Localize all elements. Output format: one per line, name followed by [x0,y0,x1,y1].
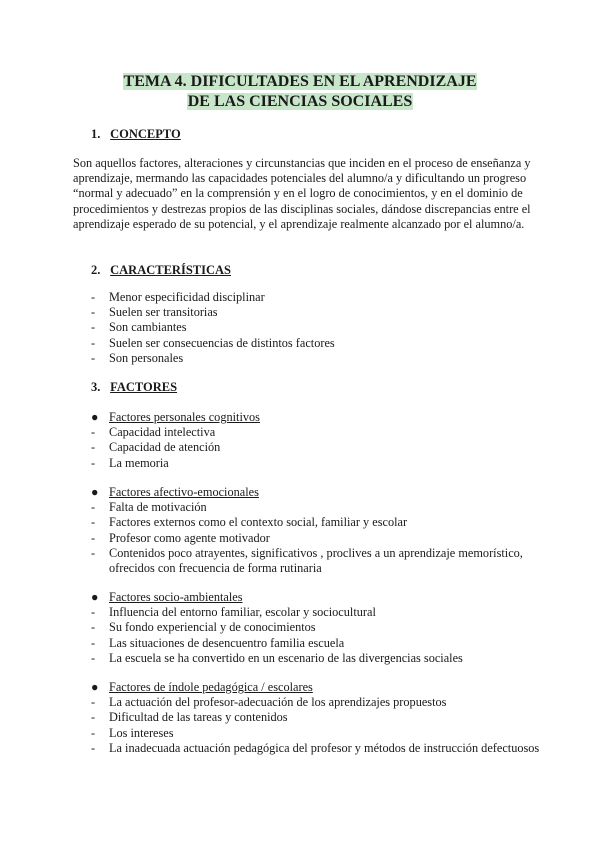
title-line-1: TEMA 4. DIFICULTADES EN EL APRENDIZAJE [123,73,477,90]
list-item: - Los intereses [91,725,174,740]
list-item: - Son cambiantes [91,320,187,335]
bullet-marker: ● [91,410,99,424]
list-item: - Factores externos como el contexto social, familiar y escolar [91,515,408,530]
section-heading-concepto [91,127,181,142]
dash-marker: - [91,455,96,470]
section-title: CONCEPTO [110,127,181,141]
list-item: - La escuela se ha convertido en un escenario de las divergencias sociales [91,650,463,665]
section-number: 2. [91,263,101,277]
bullet-marker: ● [91,680,99,694]
dash-marker: - [91,695,96,710]
dash-marker: - [91,740,96,755]
concepto-paragraph: Son aquellos factores, alteraciones y circunstancias que inciden en el proceso de enseñanza y aprendizaje, mermando las capacidades potenciales del alumno/a y dificultando un progreso “normal y adecuado” en la comprensión y en el logro de conocimientos, y en el dominio de procedimientos y destrezas propios de las disciplinas sociales, dándose discrepancias entre el aprendizaje esperado de su potencial, y el aprendizaje realmente alcanzado por el alumno/a. [73,156,531,231]
factores-group-socio [73,590,543,666]
dash-marker: - [91,350,96,365]
group-title: ● Factores de índole pedagógica / escolares [91,680,313,694]
group-title: ● Factores personales cognitivos [91,410,260,424]
dash-marker: - [91,290,96,304]
factores-group-cognitivos [73,410,543,471]
section-heading-caracteristicas [91,263,231,278]
list-item: - Profesor como agente motivador [91,530,270,545]
dash-marker: - [91,530,96,545]
list-item: - La actuación del profesor-adecuación de los aprendizajes propuestos [91,695,447,710]
list-item: - Son personales [91,350,184,365]
list-item: - Menor especificidad disciplinar [91,290,265,304]
dash-marker: - [91,305,96,320]
title-line-2: DE LAS CIENCIAS SOCIALES [187,93,413,110]
list-item: - Suelen ser transitorias [91,305,218,320]
section-heading-factores [91,380,177,395]
list-item: - Contenidos poco atrayentes, significativos , proclives a un aprendizaje memorístico, ofrecidos con frecuencia de forma rutinaria [91,545,523,576]
dash-marker: - [91,605,96,620]
section-number: 1. [91,127,101,141]
section-title: FACTORES [110,380,178,394]
dash-marker: - [91,440,96,455]
document-title [0,72,600,112]
bullet-marker: ● [91,590,99,604]
list-item: - Suelen ser consecuencias de distintos factores [91,335,335,350]
section-title: CARACTERÍSTICAS [110,263,231,277]
dash-marker: - [91,515,96,530]
list-item: - Las situaciones de desencuentro familia escuela [91,635,345,650]
factores-group-afectivo [73,485,543,576]
dash-marker: - [91,545,96,560]
list-item: - La inadecuada actuación pedagógica del profesor y métodos de instrucción defectuosos [91,740,540,755]
group-title: ● Factores socio-ambientales [91,590,243,604]
dash-marker: - [91,500,96,515]
list-item: - Dificultad de las tareas y contenidos [91,710,288,725]
dash-marker: - [91,320,96,335]
list-item: - Su fondo experiencial y de conocimientos [91,620,316,635]
dash-marker: - [91,620,96,635]
list-item: - La memoria [91,455,169,470]
section-number: 3. [91,380,101,394]
group-title: ● Factores afectivo-emocionales [91,485,259,499]
dash-marker: - [91,425,96,440]
dash-marker: - [91,650,96,665]
dash-marker: - [91,710,96,725]
list-item: - Falta de motivación [91,500,207,515]
list-item: - Influencia del entorno familiar, escolar y sociocultural [91,605,376,620]
factores-group-pedagogica [73,680,543,756]
list-item: - Capacidad intelectiva [91,425,216,440]
dash-marker: - [91,725,96,740]
list-item: - Capacidad de atención [91,440,221,455]
bullet-marker: ● [91,485,99,499]
dash-marker: - [91,335,96,350]
caracteristicas-list [73,290,543,366]
dash-marker: - [91,635,96,650]
